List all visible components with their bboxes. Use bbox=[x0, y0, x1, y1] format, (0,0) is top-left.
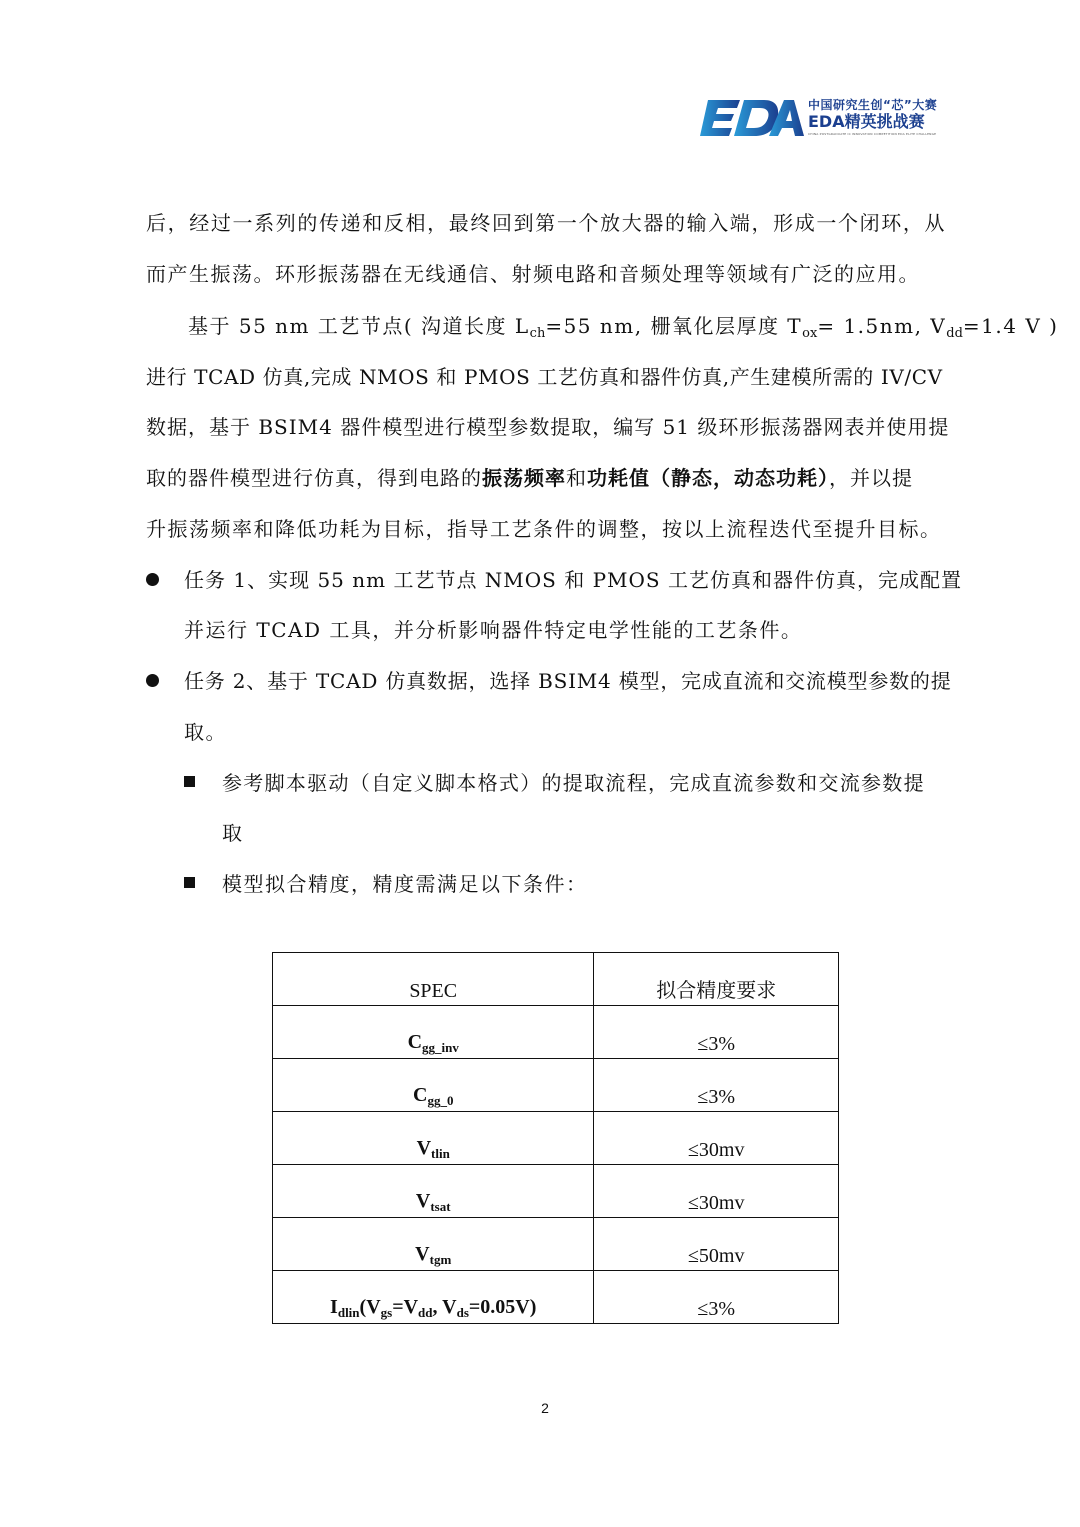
spec-symbol: V bbox=[415, 1243, 430, 1265]
header-spec: SPEC bbox=[273, 953, 594, 1006]
header-requirement: 拟合精度要求 bbox=[594, 953, 839, 1006]
competition-logo bbox=[700, 96, 950, 140]
bold-power-consumption: 功耗值（静态，动态功耗） bbox=[587, 466, 829, 490]
spec-symbol: V bbox=[416, 1137, 432, 1159]
paragraph-2-line-4 bbox=[146, 465, 946, 491]
spec-cell bbox=[273, 1112, 594, 1165]
bold-oscillation-frequency: 振荡频率 bbox=[482, 466, 566, 490]
task-2-line-2: 取。 bbox=[184, 720, 227, 744]
bullet-dot-icon bbox=[146, 674, 159, 687]
subtask-2-line-1: 模型拟合精度，精度需满足以下条件： bbox=[222, 872, 588, 896]
paragraph-2-line-5: 升振荡频率和降低功耗为目标，指导工艺条件的调整，按以上流程迭代至提升目标。 bbox=[146, 517, 942, 541]
spec-cell bbox=[273, 1218, 594, 1271]
logo-subtitle-cn: EDA精英挑战赛 bbox=[808, 112, 925, 131]
bullet-square-icon bbox=[184, 877, 195, 888]
paragraph-1-line-2: 而产生振荡。环形振荡器在无线通信、射频电路和音频处理等领域有广泛的应用。 bbox=[146, 262, 920, 286]
subtask-1-line-2: 取 bbox=[222, 821, 244, 845]
page-number: 2 bbox=[541, 1400, 549, 1416]
spec-cell bbox=[273, 1271, 594, 1324]
table-row bbox=[273, 1218, 839, 1271]
logo-text bbox=[808, 98, 950, 136]
spec-symbol: C bbox=[413, 1084, 428, 1106]
spec-cell bbox=[273, 1059, 594, 1112]
paragraph-2-line-3: 数据，基于 BSIM4 器件模型进行模型参数提取，编写 51 级环形振荡器网表并使用提 bbox=[146, 415, 950, 439]
spec-subscript: gg_inv bbox=[422, 1040, 459, 1055]
requirement-cell: ≤3% bbox=[594, 1059, 839, 1112]
text-run: 取的器件模型进行仿真，得到电路的 bbox=[146, 466, 482, 490]
table-row bbox=[273, 1059, 839, 1112]
table-row bbox=[273, 1112, 839, 1165]
spec-text: , V bbox=[432, 1296, 457, 1318]
table-row bbox=[273, 1165, 839, 1218]
subscript: dd bbox=[946, 326, 963, 341]
subtask-1-line-1: 参考脚本驱动（自定义脚本格式）的提取流程，完成直流参数和交流参数提 bbox=[222, 771, 925, 795]
subscript: ox bbox=[802, 326, 818, 341]
spec-symbol: C bbox=[407, 1031, 423, 1053]
spec-table bbox=[272, 952, 839, 1324]
requirement-cell: ≤30mv bbox=[594, 1112, 839, 1165]
subscript: ch bbox=[529, 326, 546, 341]
spec-subscript: dd bbox=[418, 1305, 433, 1320]
eda-logo-mark-icon bbox=[700, 98, 804, 138]
task-1-line-1: 任务 1、实现 55 nm 工艺节点 NMOS 和 PMOS 工艺仿真和器件仿真，完成配置 bbox=[184, 568, 962, 592]
text-run: =55 nm, 栅氧化层厚度 T bbox=[545, 314, 803, 338]
spec-cell bbox=[273, 1006, 594, 1059]
spec-subscript: tlin bbox=[431, 1146, 450, 1161]
table-header-row bbox=[273, 953, 839, 1006]
table-row bbox=[273, 1271, 839, 1324]
bullet-square-icon bbox=[184, 776, 195, 787]
spec-subscript: ds bbox=[456, 1305, 469, 1320]
text-run: ，并以提 bbox=[829, 466, 913, 490]
spec-symbol: V bbox=[415, 1190, 431, 1212]
spec-subscript: gg_0 bbox=[427, 1093, 454, 1108]
table-row bbox=[273, 1006, 839, 1059]
requirement-cell: ≤30mv bbox=[594, 1165, 839, 1218]
spec-text: =0.05V) bbox=[468, 1296, 537, 1318]
paragraph-2-line-2: 进行 TCAD 仿真,完成 NMOS 和 PMOS 工艺仿真和器件仿真,产生建模所需的 IV/CV bbox=[146, 365, 943, 389]
text-run: 和 bbox=[566, 466, 587, 490]
requirement-cell: ≤3% bbox=[594, 1271, 839, 1324]
task-2-line-1: 任务 2、基于 TCAD 仿真数据，选择 BSIM4 模型，完成直流和交流模型参数的提 bbox=[184, 669, 952, 693]
spec-subscript: tsat bbox=[430, 1199, 451, 1214]
spec-text: =V bbox=[392, 1296, 419, 1318]
text-run: = 1.5nm, V bbox=[817, 314, 947, 338]
spec-cell bbox=[273, 1165, 594, 1218]
text-run: =1.4 V ) bbox=[962, 314, 1059, 338]
requirement-cell: ≤50mv bbox=[594, 1218, 839, 1271]
task-1-line-2: 并运行 TCAD 工具，并分析影响器件特定电学性能的工艺条件。 bbox=[184, 618, 803, 642]
paragraph-2-line-1 bbox=[188, 313, 1059, 347]
paragraph-1-line-1: 后，经过一系列的传递和反相，最终回到第一个放大器的输入端，形成一个闭环，从 bbox=[146, 211, 946, 235]
spec-symbol: I bbox=[330, 1296, 338, 1318]
spec-subscript: tgm bbox=[429, 1252, 452, 1267]
logo-subtitle-en: CHINA POSTGRADUATE IC INNOVATION COMPETITION EDA ELITE CHALLENGE bbox=[808, 132, 937, 136]
requirement-cell: ≤3% bbox=[594, 1006, 839, 1059]
spec-subscript: gs bbox=[380, 1305, 393, 1320]
spec-text: (V bbox=[359, 1296, 381, 1318]
spec-subscript: dlin bbox=[337, 1305, 360, 1320]
logo-title-cn: 中国研究生创“芯”大赛 bbox=[808, 98, 938, 112]
text-run: 基于 55 nm 工艺节点( 沟道长度 L bbox=[188, 314, 530, 338]
bullet-dot-icon bbox=[146, 573, 159, 586]
